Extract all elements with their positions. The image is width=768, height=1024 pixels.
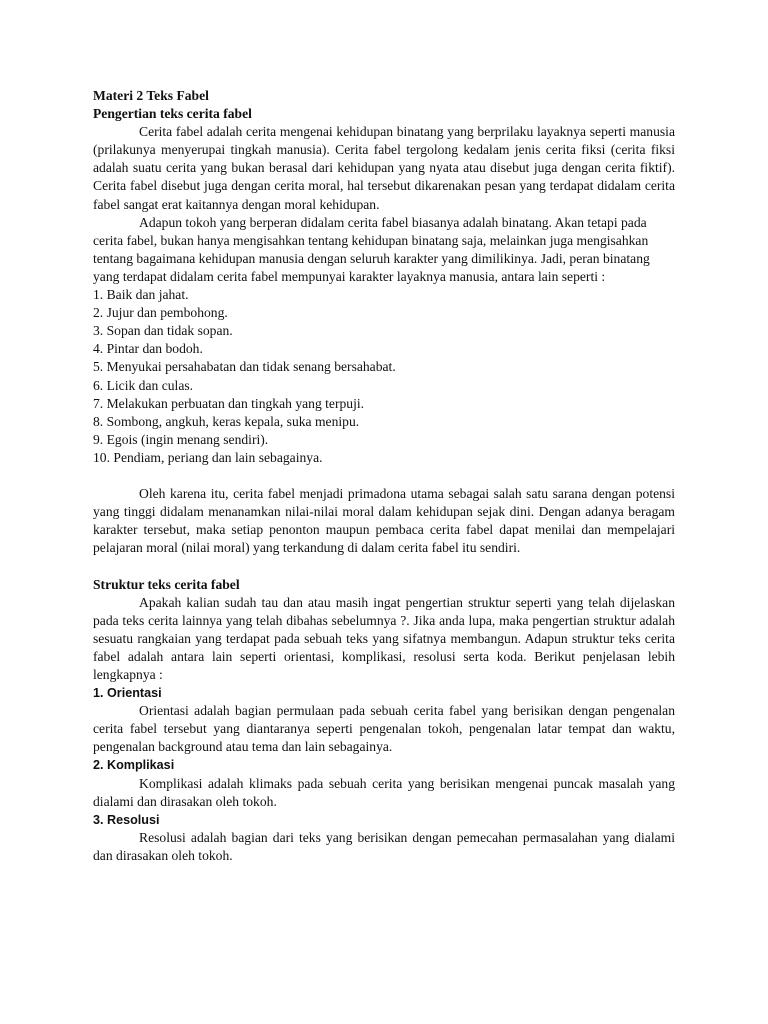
paragraph-orientasi: Orientasi adalah bagian permulaan pada sebuah cerita fabel yang berisikan dengan pengenalan cerita fabel tersebut yang diantaranya seperti pengenalan tokoh, pengenalan latar tempat dan waktu, pengenalan background atau tema dan lain sebagainya. xyxy=(93,703,675,755)
paragraph-conclusion: Oleh karena itu, cerita fabel menjadi primadona utama sebagai salah satu sarana dengan potensi yang tinggi didalam menanamkan nilai-nilai moral dalam kehidupan sejak dini. Dengan adanya beragam karakter tersebut, maka setiap penonton maupun pembaca cerita fabel dapat menilai dan mempelajari pelajaran moral (nilai moral) yang terkandung di dalam cerita fabel itu sendiri. xyxy=(93,486,675,556)
paragraph-resolusi: Resolusi adalah bagian dari teks yang berisikan dengan pemecahan permasalahan yang dialami dan dirasakan oleh tokoh. xyxy=(93,829,675,863)
section-title-struktur: Struktur teks cerita fabel xyxy=(93,576,240,592)
heading-orientasi: 1. Orientasi xyxy=(93,686,162,701)
paragraph-komplikasi: Komplikasi adalah klimaks pada sebuah cerita yang berisikan mengenai puncak masalah yang dialami dan dirasakan oleh tokoh. xyxy=(93,775,675,809)
list-item: 8. Sombong, angkuh, keras kepala, suka menipu. xyxy=(93,413,360,429)
list-item: 5. Menyukai persahabatan dan tidak senang bersahabat. xyxy=(93,359,396,375)
paragraph-definition: Cerita fabel adalah cerita mengenai kehidupan binatang yang berprilaku layaknya seperti manusia (prilakunya menyerupai tingkah manusia). Cerita fabel tergolong kedalam jenis cerita fiksi (cerita fiksi adalah suatu cerita yang bukan berasal dari kehidupan yang nyata atau disebut juga dengan cerita fiktif). Cerita fabel disebut juga dengan cerita moral, hal tersebut dikarenakan pesan yang terdapat didalam cerita fabel sangat erat kaitannya dengan moral kehidupan. xyxy=(93,124,675,212)
list-item: 7. Melakukan perbuatan dan tingkah yang terpuji. xyxy=(93,395,365,411)
document-title: Materi 2 Teks Fabel xyxy=(93,88,209,103)
traits-list xyxy=(93,286,675,467)
list-item: 10. Pendiam, periang dan lain sebagainya. xyxy=(93,449,323,465)
document-page xyxy=(93,87,675,865)
paragraph-struktur: Apakah kalian sudah tau dan atau masih ingat pengertian struktur seperti yang telah dijelaskan pada teks cerita lainnya yang telah dibahas sebelumnya ?. Jika anda lupa, maka pengertian struktur adalah sesuatu rangkaian yang terdapat pada sebuah teks yang sifatnya membangun. Adapun struktur teks cerita fabel adalah antara lain seperti orientasi, komplikasi, resolusi serta koda. Berikut penjelasan lebih lengkapnya : xyxy=(93,594,675,682)
spacer xyxy=(93,467,675,485)
list-item: 9. Egois (ingin menang sendiri). xyxy=(93,431,269,447)
section-title-pengertian: Pengertian teks cerita fabel xyxy=(93,106,252,122)
heading-komplikasi: 2. Komplikasi xyxy=(93,758,175,773)
heading-resolusi: 3. Resolusi xyxy=(93,812,160,827)
list-item: 4. Pintar dan bodoh. xyxy=(93,341,203,357)
spacer xyxy=(93,557,675,575)
paragraph-characters: Adapun tokoh yang berperan didalam cerita fabel biasanya adalah binatang. Akan tetapi pada cerita fabel, bukan hanya mengisahkan tentang kehidupan binatang saja, melainkan juga mengisahkan tentang bagaimana kehidupan manusia dengan seluruh karakter yang dimilikinya. Jadi, peran binatang yang terdapat didalam cerita fabel mempunyai karakter layaknya manusia, antara lain seperti : xyxy=(93,214,650,284)
list-item: 1. Baik dan jahat. xyxy=(93,287,189,303)
list-item: 6. Licik dan culas. xyxy=(93,377,194,393)
list-item: 2. Jujur dan pembohong. xyxy=(93,305,228,321)
list-item: 3. Sopan dan tidak sopan. xyxy=(93,323,233,339)
